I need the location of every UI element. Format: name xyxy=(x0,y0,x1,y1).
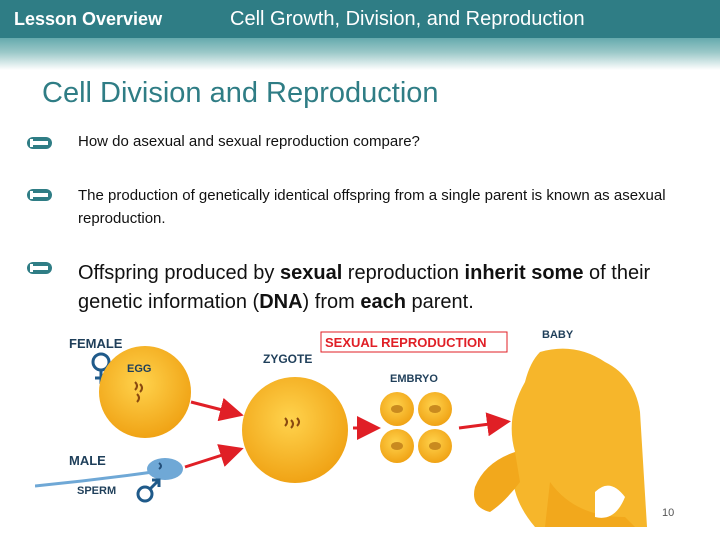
embryo-label: EMBRYO xyxy=(390,373,438,385)
sexual-reproduction-diagram xyxy=(35,322,647,527)
slide-title: Cell Division and Reproduction xyxy=(42,77,439,109)
egg-cell xyxy=(99,346,191,438)
page-number: 10 xyxy=(662,507,675,519)
definition-text: The production of genetically identical offspring from a single parent is known as asexual reproduction. xyxy=(78,187,666,227)
question-text: How do asexual and sexual reproduction compare? xyxy=(78,133,420,150)
embryo-to-baby-arrow xyxy=(459,422,505,428)
female-label: FEMALE xyxy=(69,336,123,351)
zygote-cell xyxy=(242,377,348,483)
lesson-label: Lesson Overview xyxy=(14,9,163,29)
embryo-cells xyxy=(380,392,452,463)
chapter-title: Cell Growth, Division, and Reproduction xyxy=(230,8,585,30)
key-bullet-icon xyxy=(26,188,53,202)
statement-text: Offspring produced by sexual reproduction inherit some of their genetic information (DNA) from each parent. xyxy=(78,262,651,313)
key-bullet-icon xyxy=(26,136,53,150)
male-symbol-icon xyxy=(138,480,159,501)
sperm-cell xyxy=(147,458,183,480)
key-bullet-icon xyxy=(26,261,53,275)
header-bar xyxy=(0,0,720,70)
egg-label: EGG xyxy=(127,363,152,375)
baby-label: BABY xyxy=(542,329,574,341)
banner-label: SEXUAL REPRODUCTION xyxy=(325,335,487,350)
male-label: MALE xyxy=(69,453,106,468)
egg-to-zygote-arrow xyxy=(191,402,238,414)
zygote-label: ZYGOTE xyxy=(263,352,313,366)
baby-illustration xyxy=(474,349,647,527)
sperm-label: SPERM xyxy=(77,485,117,497)
sperm-tail xyxy=(35,472,153,486)
sperm-to-zygote-arrow xyxy=(185,450,238,467)
